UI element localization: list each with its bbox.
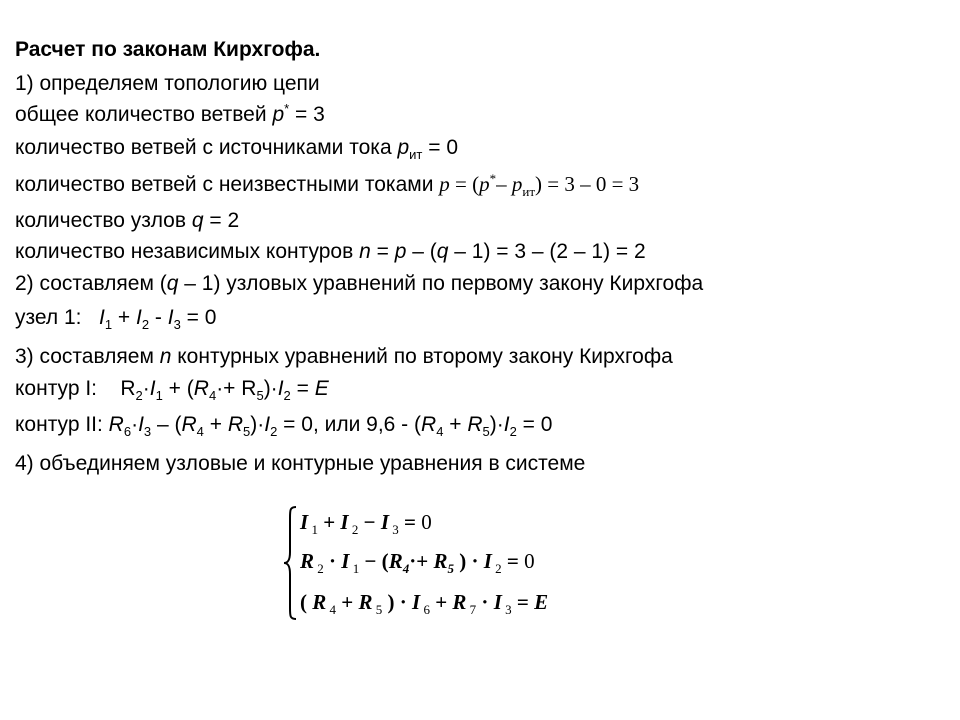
step-3-heading: 3) составляем n контурных уравнений по второму закону Кирхгофа bbox=[15, 345, 673, 368]
unknown-current-branches-label: количество ветвей с неизвестными токами bbox=[15, 173, 440, 196]
current-source-branches-line: количество ветвей с источниками тока $p_{ит} = 0$ bbox=[15, 136, 459, 162]
slide-title: Расчет по законам Кирхгофа. bbox=[15, 38, 321, 61]
nodes-count-label: количество узлов bbox=[15, 209, 192, 232]
total-branches-label: общее количество ветвей bbox=[15, 103, 273, 126]
curly-brace-icon bbox=[282, 504, 298, 622]
contour-2-label: контур II: bbox=[15, 413, 109, 436]
contour-2-equation: контур II: $R_6\cdot I_3 - (R_4 + R_5)\cdot I_2 = 0$, или $9,6 - (R_4 + R_5)\cdot I_2 = 0$ bbox=[15, 413, 553, 439]
unknown-current-branches-formula: p = (p*– $p_{ит}) = 3 - 0 = 3$ bbox=[439, 171, 640, 199]
independent-contours-line: количество независимых контуров n = p – (q – 1) = 3 – (2 – 1) = 2 bbox=[15, 240, 646, 263]
system-equation-1: I $_1$ + I $_2$ − I $_3$ = 0 bbox=[300, 510, 432, 537]
total-branches-line: общее количество ветвей p* = 3 bbox=[15, 101, 325, 126]
nodes-count-line: количество узлов q = 2 bbox=[15, 209, 240, 232]
node-1-equation: узел 1: $I_1 + I_2 - I_3 = 0$ bbox=[15, 306, 217, 332]
contour-1-label: контур I: bbox=[15, 377, 98, 400]
step-1-heading: 1) определяем топологию цепи bbox=[15, 72, 320, 95]
current-source-branches-label: количество ветвей с источниками тока bbox=[15, 136, 398, 159]
step-4-heading: 4) объединяем узловые и контурные уравнения в системе bbox=[15, 452, 586, 475]
nodes-count-value: = 2 bbox=[203, 209, 240, 232]
system-equation-3: ( R $_4$ + R $_5$ ) · I $_6$ + R $_7$ · I $_3$ = E bbox=[300, 590, 549, 617]
independent-contours-label: количество независимых контуров bbox=[15, 240, 360, 263]
current-source-branches-value: = 0 bbox=[422, 136, 459, 159]
system-equation-2: R $_2$ · I $_1 - (R_4\cdot+ R_5$ ) · I $_2$ = 0 bbox=[300, 549, 535, 576]
node-1-label: узел 1: bbox=[15, 306, 82, 329]
step-2-heading: 2) составляем (q – 1) узловых уравнений по первому закону Кирхгофа bbox=[15, 272, 704, 295]
contour-1-equation: контур I: $R_2\cdot I_1 + (R_4\cdot+ R_5)\cdot I_2 = E$ bbox=[15, 377, 329, 403]
total-branches-value: = 3 bbox=[289, 103, 325, 126]
unknown-current-branches-line bbox=[15, 172, 639, 197]
equation-system bbox=[282, 504, 622, 622]
